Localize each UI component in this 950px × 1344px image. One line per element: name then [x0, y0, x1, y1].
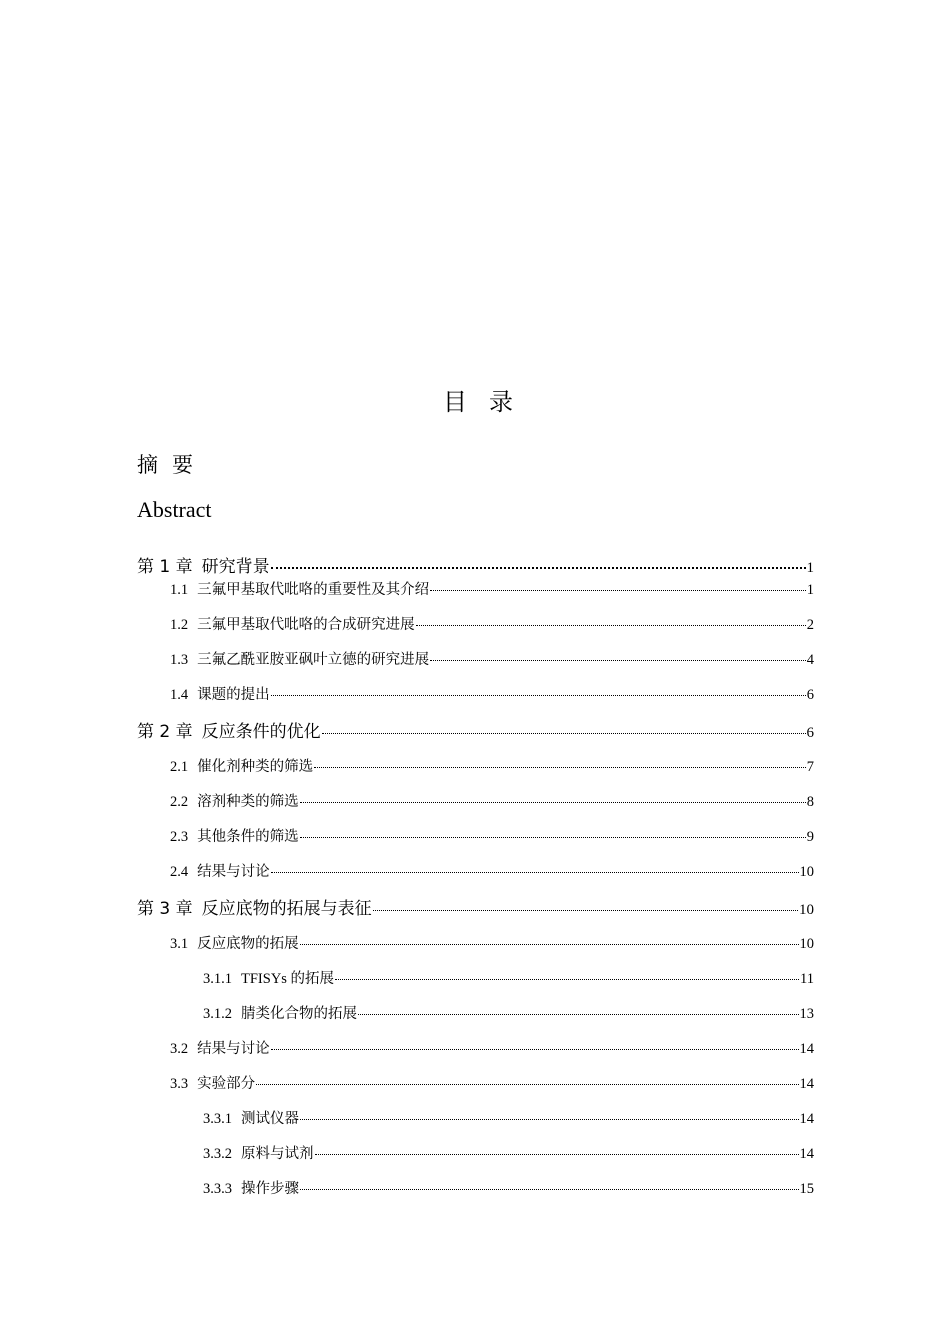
dot-leader [271, 1049, 799, 1050]
dot-leader [300, 802, 806, 803]
toc-entry-text: TFISYs 的拓展 [241, 971, 335, 987]
toc-title: 目录 [443, 388, 535, 416]
toc-entry-page: 1 [806, 560, 814, 576]
toc-entry-page: 14 [799, 1111, 814, 1127]
toc-entry-text: 研究背景 [201, 557, 270, 577]
dot-leader [430, 660, 806, 661]
toc-entry-number: 3.3.2 [203, 1146, 232, 1162]
toc-entry[interactable] [170, 683, 814, 704]
toc-entry-number: 1.4 [170, 687, 189, 703]
toc-entry-text: 实验部分 [197, 1076, 256, 1092]
toc-entry-text: 原料与试剂 [241, 1146, 314, 1162]
abstract-en-heading: Abstract [137, 497, 212, 522]
dot-leader [256, 1084, 798, 1085]
toc-entry-number: 1.3 [170, 652, 189, 668]
toc-entry[interactable] [137, 717, 814, 742]
toc-entry-number: 第 2 章 [137, 722, 193, 742]
toc-entry-page: 10 [799, 902, 814, 918]
toc-entry-text: 课题的提出 [197, 687, 270, 703]
toc-entry-page: 14 [799, 1146, 814, 1162]
abstract-cn-heading: 摘要 [137, 453, 207, 477]
toc-entry[interactable] [203, 1177, 814, 1198]
toc-entry-text: 结果与讨论 [197, 1041, 270, 1057]
toc-entry-page: 9 [806, 829, 814, 845]
toc-entry-number: 第 1 章 [137, 557, 193, 577]
toc-entry-text: 操作步骤 [241, 1181, 299, 1197]
toc-entry[interactable] [137, 894, 814, 919]
dot-leader [373, 910, 798, 911]
toc-entry-page: 15 [799, 1181, 814, 1197]
toc-entry-text: 腈类化合物的拓展 [241, 1006, 357, 1022]
toc-entry-number: 3.1.1 [203, 971, 232, 987]
dot-leader [271, 567, 806, 569]
toc-entry-page: 6 [806, 725, 814, 741]
toc-entry-text: 催化剂种类的筛选 [197, 759, 314, 775]
toc-entry-number: 2.4 [170, 864, 189, 880]
toc-entry-number: 3.3.3 [203, 1181, 232, 1197]
toc-entry[interactable] [170, 790, 814, 811]
toc-entry-text: 三氟甲基取代吡咯的合成研究进展 [197, 617, 415, 633]
toc-entry[interactable] [170, 825, 814, 846]
toc-entry-number: 3.3.1 [203, 1111, 232, 1127]
toc-entry-text: 溶剂种类的筛选 [197, 794, 299, 810]
toc-entry-page: 13 [799, 1006, 814, 1022]
toc-entry-page: 7 [806, 759, 814, 775]
toc-entry-page: 11 [800, 971, 814, 987]
toc-entry-number: 2.3 [170, 829, 189, 845]
dot-leader [271, 872, 799, 873]
toc-entry-text: 三氟乙酰亚胺亚砜叶立德的研究进展 [197, 652, 430, 668]
dot-leader [416, 625, 806, 626]
toc-entry-text: 其他条件的筛选 [197, 829, 299, 845]
dot-leader [314, 767, 806, 768]
dot-leader [271, 695, 806, 696]
toc-entry[interactable] [137, 552, 814, 577]
toc-entry-text: 三氟甲基取代吡咯的重要性及其介绍 [197, 582, 430, 598]
dot-leader [300, 944, 799, 945]
toc-entry[interactable] [203, 1107, 814, 1128]
toc-entry-page: 1 [806, 582, 814, 598]
toc-entry-number: 1.1 [170, 582, 189, 598]
toc-entry-text: 测试仪器 [241, 1111, 299, 1127]
toc-entry-page: 14 [799, 1076, 814, 1092]
dot-leader [335, 979, 799, 980]
toc-entry-number: 3.3 [170, 1076, 189, 1092]
toc-entry-text: 反应底物的拓展与表征 [201, 899, 372, 919]
toc-entry-number: 第 3 章 [137, 899, 193, 919]
toc-entry-page: 10 [799, 936, 814, 952]
toc-entry[interactable] [170, 755, 814, 776]
toc-entry-number: 3.1.2 [203, 1006, 232, 1022]
toc-entry[interactable] [170, 932, 814, 953]
toc-entry[interactable] [203, 1002, 814, 1023]
dot-leader [300, 1119, 799, 1120]
toc-entry-number: 2.1 [170, 759, 189, 775]
dot-leader [322, 733, 806, 734]
toc-entry[interactable] [170, 648, 814, 669]
toc-entry-page: 10 [799, 864, 814, 880]
toc-entry-text: 反应底物的拓展 [197, 936, 299, 952]
dot-leader [300, 1189, 799, 1190]
toc-entry-text: 结果与讨论 [197, 864, 270, 880]
toc-entry[interactable] [203, 967, 814, 988]
toc-entry-page: 14 [799, 1041, 814, 1057]
toc-entry-text: 反应条件的优化 [201, 722, 321, 742]
toc-entry-number: 3.2 [170, 1041, 189, 1057]
dot-leader [300, 837, 806, 838]
dot-leader [315, 1154, 799, 1155]
toc-entry-page: 4 [806, 652, 814, 668]
toc-entry[interactable] [170, 613, 814, 634]
toc-entry[interactable] [170, 578, 814, 599]
toc-entry[interactable] [170, 1072, 814, 1093]
dot-leader [358, 1014, 799, 1015]
toc-entry-number: 3.1 [170, 936, 189, 952]
dot-leader [430, 590, 806, 591]
toc-entry[interactable] [170, 1037, 814, 1058]
toc-entry[interactable] [170, 860, 814, 881]
toc-entry-page: 8 [806, 794, 814, 810]
toc-entry-number: 1.2 [170, 617, 189, 633]
toc-entry[interactable] [203, 1142, 814, 1163]
toc-entry-page: 6 [806, 687, 814, 703]
toc-entry-number: 2.2 [170, 794, 189, 810]
toc-entry-page: 2 [806, 617, 814, 633]
